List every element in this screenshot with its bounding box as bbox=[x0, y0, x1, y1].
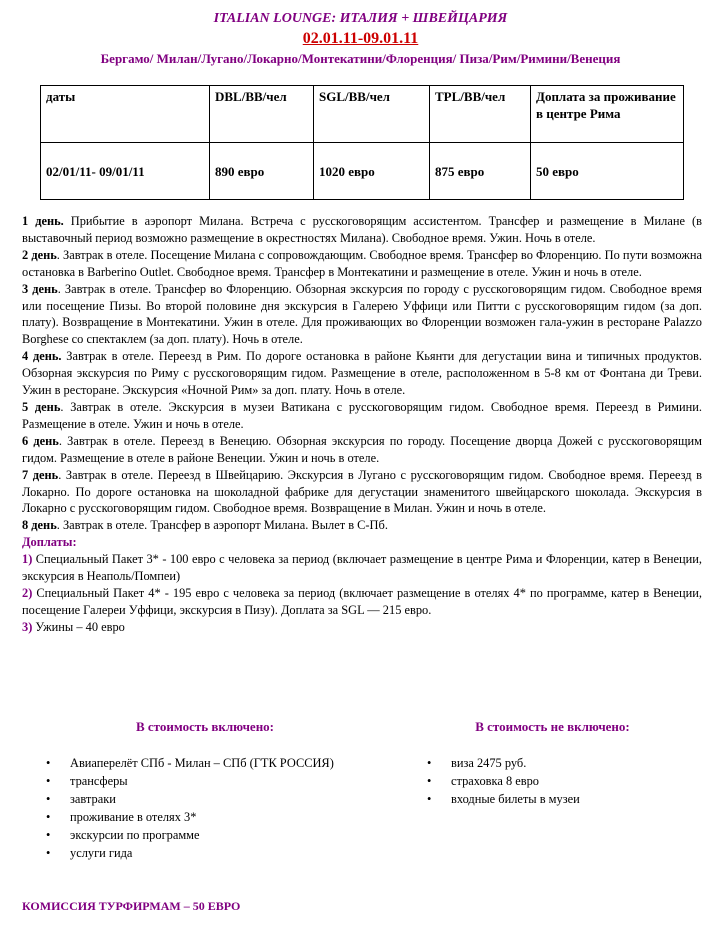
day-label: 3 день bbox=[22, 281, 58, 296]
extras-text: Специальный Пакет 3* - 100 евро с человека за период (включает размещение в центре Рима и Флоренции, катер в Венеции, экскурсия в Неаполь/Помпеи) bbox=[22, 552, 702, 584]
cell-tpl: 875 евро bbox=[430, 143, 531, 200]
included-list bbox=[46, 754, 406, 862]
included-title: В стоимость включено: bbox=[135, 719, 275, 734]
tour-route: Бергамо/ Милан/Лугано/Локарно/Монтекатини/Флоренция/ Пиза/Рим/Римини/Венеция bbox=[100, 51, 621, 66]
header-cell-tpl: TPL/BB/чел bbox=[430, 86, 531, 143]
day-text: . Завтрак в отеле. Переезд в Швейцарию. Экскурсия в Лугано с русскоговорящим гидом. Свободное время. Переезд в Локарно. По дороге остановка на шоколадной фабрике для дегустации знаменитого швейцарского шоколада. Экскурсия в Локарно с русскоговорящим гидом. Свободное время. Возвращение в Милан. Ужин и ночь в отеле. bbox=[22, 467, 702, 516]
agency-commission: КОМИССИЯ ТУРФИРМАМ – 50 ЕВРО bbox=[22, 899, 241, 913]
cell-sgl: 1020 евро bbox=[314, 143, 430, 200]
day-text: . Завтрак в отеле. Переезд в Венецию. Обзорная экскурсия по городу. Посещение дворца Дожей с русскоговорящим гидом. Размещение в отеле в районе Венеции. Ужин и ночь в отеле. bbox=[22, 433, 702, 465]
program-day-2 bbox=[22, 247, 702, 281]
header-cell-sgl: SGL/BB/чел bbox=[314, 86, 430, 143]
not-included-list bbox=[427, 754, 687, 808]
list-item: • проживание в отелях 3* bbox=[46, 808, 406, 826]
page-title: ITALIAN LOUNGE: ИТАЛИЯ + ШВЕЙЦАРИЯ bbox=[213, 11, 508, 26]
day-label: 1 день. bbox=[22, 214, 64, 228]
list-item: • Авиаперелёт СПб - Милан – СПб (ГТК РОССИЯ) bbox=[46, 754, 406, 772]
extras-text: Специальный Пакет 4* - 195 евро с человека за период (включает размещение в отелях 4* по программе, катер в Венеции, посещение Галереи Уффици, экскурсия в Пизу). Доплата за SGL — 215 евро. bbox=[22, 585, 702, 617]
program-day-3 bbox=[22, 281, 702, 349]
day-label: 5 день bbox=[22, 399, 61, 414]
header-cell-dbl: DBL/BB/чел bbox=[210, 86, 314, 143]
cell-dates: 02/01/11- 09/01/11 bbox=[41, 143, 210, 200]
day-text: . Завтрак в отеле. Посещение Милана с сопровождающим. Свободное время. Трансфер во Флоренцию. По пути возможна остановка в Barberino Outlet. Свободное время. Трансфер в Монтекатини и размещение в отеле. Ужин и ночь в отеле. bbox=[22, 247, 702, 279]
list-item: • услуги гида bbox=[46, 844, 406, 862]
day-text: Прибытие в аэропорт Милана. Встреча с русскоговорящим ассистентом. Трансфер и размещение в Милане (в выставочный период возможно размещение в окрестностях Милана). Свободное время. Ужин. Ночь в отеле. bbox=[22, 214, 702, 245]
extras-title: Доплаты: bbox=[22, 535, 77, 550]
list-item: • виза 2475 руб. bbox=[427, 754, 687, 772]
day-label: 2 день bbox=[22, 247, 57, 262]
list-item: • завтраки bbox=[46, 790, 406, 808]
day-label: 4 день. bbox=[22, 349, 62, 364]
list-item: • трансферы bbox=[46, 772, 406, 790]
header-cell-dates: даты bbox=[41, 86, 210, 143]
day-text: Завтрак в отеле. Переезд в Рим. По дороге остановка в районе Кьянти для дегустации вина и типичных продуктов. Обзорная экскурсия по Риму с русскоговорящим гидом. Размещение в отеле, расположенном в 5-8 км от Фонтана ди Треви. Ужин в ресторане. Экскурсия «Ночной Рим» за доп. плату. Ночь в отеле. bbox=[22, 349, 702, 398]
list-item: • страховка 8 евро bbox=[427, 772, 687, 790]
day-text: . Завтрак в отеле. Трансфер во Флоренцию. Обзорная экскурсия по городу с русскоговорящим гидом. Свободное время или посещение Пизы. Во второй половине дня экскурсия в Галерею Уффици или Питти с русскоговорящим гидом (за доп. плату). Возвращение в Монтекатини. Ужин в отеле. Для проживающих во Флоренции возможен гала-ужин в ресторане Palazzo Borghese со спектаклем (за доп. плату). Ночь в отеле. bbox=[22, 281, 702, 347]
list-item: • входные билеты в музеи bbox=[427, 790, 687, 808]
cell-rome-supplement: 50 евро bbox=[531, 143, 684, 200]
header-cell-rome-supplement: Доплата за проживание в центре Рима bbox=[531, 86, 684, 143]
extras-item bbox=[22, 585, 702, 619]
extras-item bbox=[22, 619, 702, 636]
not-included-title: В стоимость не включено: bbox=[475, 719, 630, 734]
day-text: . Завтрак в отеле. Трансфер в аэропорт Милана. Вылет в С-Пб. bbox=[56, 518, 388, 533]
cell-dbl: 890 евро bbox=[210, 143, 314, 200]
price-table-row bbox=[41, 143, 684, 200]
day-label: 7 день bbox=[22, 467, 59, 482]
program-day-5 bbox=[22, 399, 702, 433]
day-label: 6 день bbox=[22, 433, 59, 448]
price-table-header-row bbox=[41, 86, 684, 143]
price-table bbox=[40, 85, 684, 200]
extras-text: Ужины – 40 евро bbox=[32, 619, 125, 634]
list-item: • экскурсии по программе bbox=[46, 826, 406, 844]
extras-number: 3) bbox=[22, 619, 33, 634]
program-day-4 bbox=[22, 348, 702, 399]
extras-number: 2) bbox=[22, 585, 33, 600]
extras-number: 1) bbox=[22, 552, 33, 567]
day-label: 8 день bbox=[22, 518, 57, 533]
program-day-1 bbox=[22, 213, 702, 247]
tour-dates: 02.01.11-09.01.11 bbox=[302, 30, 419, 47]
tour-program bbox=[22, 213, 702, 636]
extras-item bbox=[22, 551, 702, 585]
program-day-7 bbox=[22, 467, 702, 518]
program-day-6 bbox=[22, 433, 702, 467]
program-day-8 bbox=[22, 517, 702, 534]
day-text: . Завтрак в отеле. Экскурсия в музеи Ватикана с русскоговорящим гидом. Свободное время. Переезд в Римини. Размещение в отеле. Ужин и ночь в отеле. bbox=[22, 399, 702, 431]
